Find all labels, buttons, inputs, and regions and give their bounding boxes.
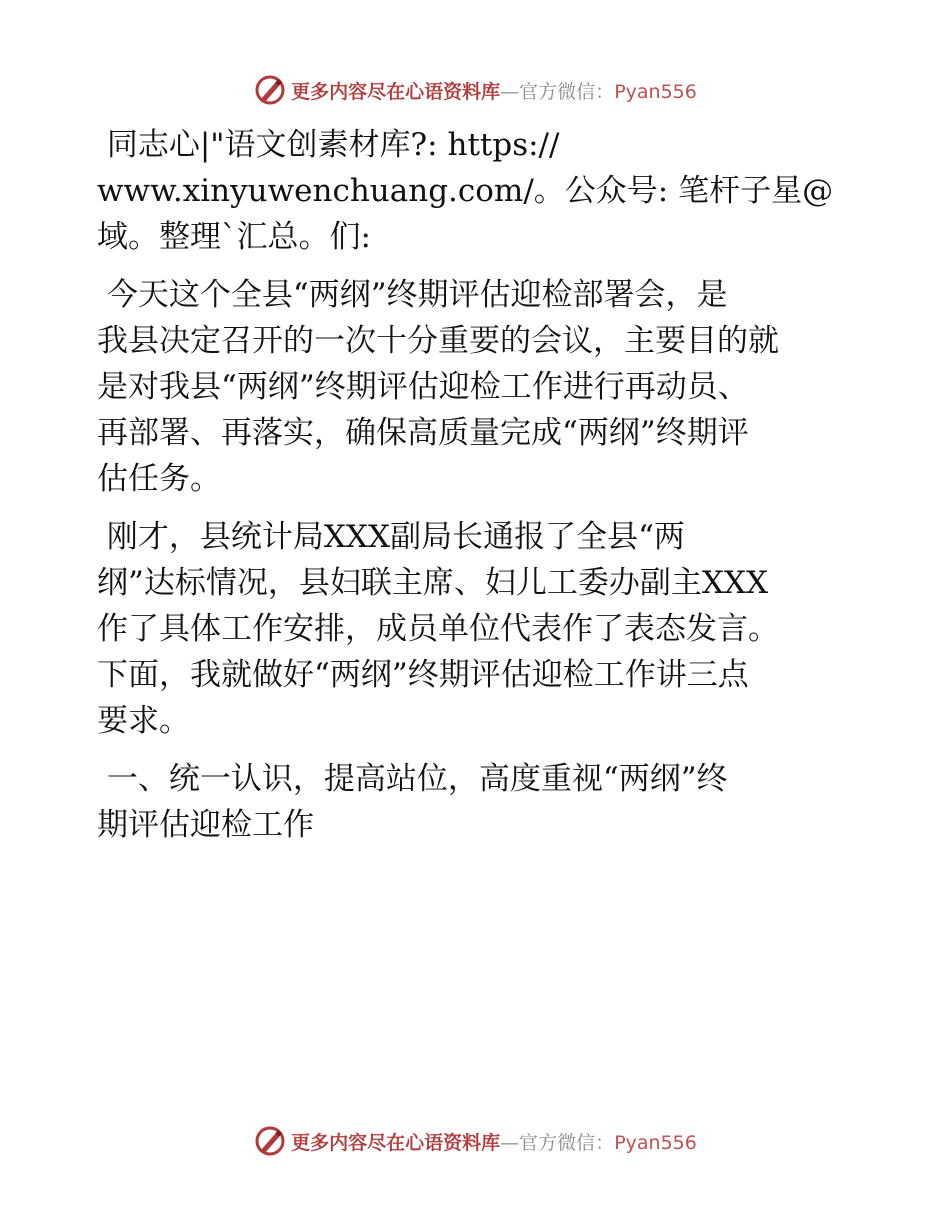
header-banner-label: 官方微信：: [519, 80, 615, 103]
footer-banner-label: 官方微信：: [519, 1131, 615, 1154]
document-body: [97, 122, 857, 860]
header-banner-id: Pyan556: [614, 80, 697, 103]
footer-banner-text: [291, 1128, 697, 1155]
header-banner-dash: —: [500, 80, 520, 103]
paragraph-reports: 刚才，县统计局XXX副局长通报了全县“两 纲”达标情况，县妇联主席、妇儿工委办副主XXX 作了具体工作安排，成员单位代表作了表态发言。 下面，我就做好“两纲”终期评估迎检工作讲三点 要求。: [97, 519, 779, 739]
header-banner: [0, 70, 950, 110]
footer-banner: [0, 1121, 950, 1161]
paragraph-meeting-purpose: 今天这个全县“两纲”终期评估迎检部署会，是 我县决定召开的一次十分重要的会议，主要目的就 是对我县“两纲”终期评估迎检工作进行再动员、 再部署、再落实，确保高质量完成“两纲”终期评 估任务。: [97, 277, 779, 497]
footer-banner-id: Pyan556: [614, 1131, 697, 1154]
paragraph-intro: 同志心|"语文创素材库?: https:// www.xinyuwenchuang.com/。公众号: 笔杆子星@ 域。整理`汇总。们:: [97, 127, 834, 255]
pen-logo-icon: [253, 1124, 287, 1158]
pen-logo-icon: [253, 73, 287, 107]
footer-banner-main: 更多内容尽在心语资料库: [291, 1131, 501, 1154]
header-banner-text: [291, 77, 697, 104]
header-banner-main: 更多内容尽在心语资料库: [291, 80, 501, 103]
footer-banner-dash: —: [500, 1131, 520, 1154]
section-heading-1: 一、统一认识，提高站位，高度重视“两纲”终 期评估迎检工作: [97, 761, 728, 843]
